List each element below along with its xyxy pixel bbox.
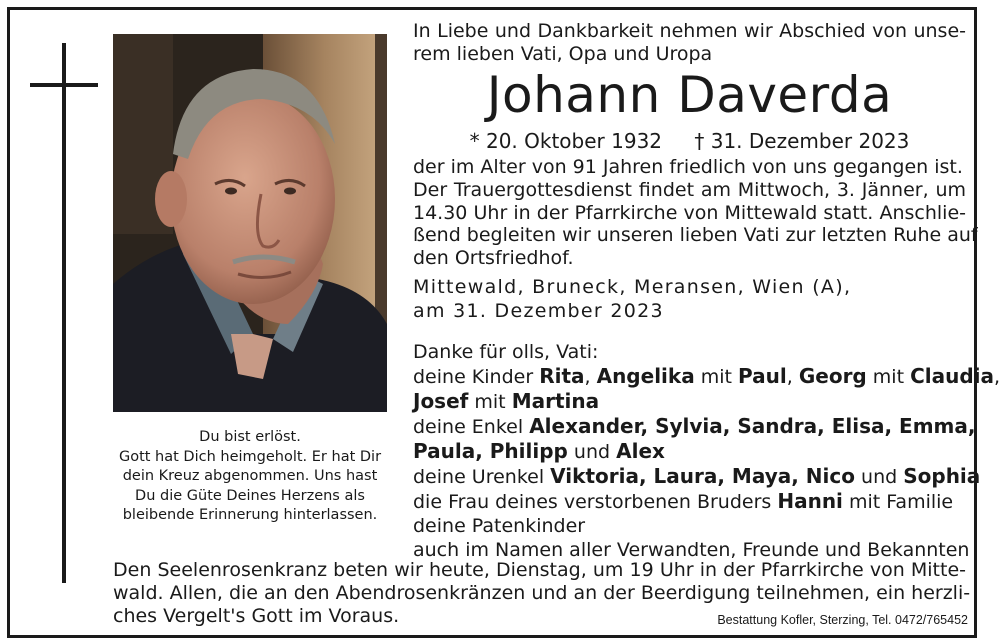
birth-date: * 20. Oktober 1932 (469, 129, 663, 153)
rosary-line: wald. Allen, die an den Abendrosenkränzen und an der Beerdigung teilnehmen, ein herzli- (113, 581, 971, 604)
family-line-enkel-2: Paula, Philipp und Alex (413, 439, 665, 463)
life-dates (413, 129, 966, 153)
family-name: Claudia (910, 364, 995, 388)
intro-line: In Liebe und Dankbarkeit nehmen wir Abschied von unse- (413, 20, 966, 42)
family-line-josef: Josef mit Martina (413, 389, 600, 413)
announcement-line: 14.30 Uhr in der Pfarrkirche von Mittewald statt. Anschlie- (413, 201, 966, 224)
family-name: Alex (616, 439, 665, 463)
poem (106, 428, 394, 526)
places-and-date (413, 275, 966, 323)
family-line-bruder: die Frau deines verstorbenen Bruders Hanni mit Familie (413, 489, 954, 513)
family-name: Angelika (596, 364, 695, 388)
family-name: Alexander, Sylvia, Sandra, Elisa, Emma, (529, 414, 976, 438)
intro-text (413, 20, 966, 65)
family-line-kinder: deine Kinder Rita, Angelika mit Paul, Georg mit Claudia, (413, 364, 1000, 388)
family-name: Paula, Philipp (413, 439, 568, 463)
poem-line: Du die Güte Deines Herzens als (135, 487, 365, 504)
intro-line: rem lieben Vati, Opa und Uropa (413, 42, 713, 65)
announcement-line: der im Alter von 91 Jahren friedlich von uns gegangen ist. (413, 156, 963, 178)
rosary-line: Den Seelenrosenkranz beten wir heute, Dienstag, um 19 Uhr in der Pfarrkirche von Mitte- (113, 559, 966, 581)
family-line-patenkinder: deine Patenkinder (413, 515, 586, 537)
cross-icon-bar (30, 83, 98, 87)
family-line-urenkel: deine Urenkel Viktoria, Laura, Maya, Nico und Sophia (413, 464, 981, 488)
rosary-line: ches Vergelt's Gott im Voraus. (113, 604, 400, 627)
announcement-text (413, 156, 978, 270)
death-date: † 31. Dezember 2023 (694, 129, 910, 153)
announcement-line: Der Trauergottesdienst findet am Mittwoch, 3. Jänner, um (413, 178, 966, 201)
family-name: Hanni (777, 489, 843, 513)
announcement-line: ßend begleiten wir unseren lieben Vati zur letzten Ruhe auf (413, 224, 978, 247)
family-name: Martina (511, 389, 600, 413)
thanks-intro: Danke für olls, Vati: (413, 341, 599, 363)
family-name: Paul (738, 364, 787, 388)
deceased-name: Johann Daverda (486, 66, 893, 124)
funeral-home-credit: Bestattung Kofler, Sterzing, Tel. 0472/765452 (717, 613, 968, 627)
poem-line: bleibende Erinnerung hinterlassen. (122, 507, 378, 523)
poem-line: Du bist erlöst. (199, 429, 301, 445)
family-line-verwandte: auch im Namen aller Verwandten, Freunde und Bekannten (413, 539, 970, 561)
family-name: Viktoria, Laura, Maya, Nico (550, 464, 855, 488)
family-name: Sophia (903, 464, 981, 488)
date-line: am 31. Dezember 2023 (413, 300, 664, 322)
family-name: Josef (413, 389, 469, 413)
family-list (413, 340, 1000, 562)
poem-line: Gott hat Dich heimgeholt. Er hat Dir (118, 448, 382, 465)
family-name: Georg (798, 364, 867, 388)
portrait-photo (113, 34, 387, 412)
cross-icon (62, 43, 66, 583)
family-name: Rita (539, 364, 585, 388)
places-line: Mittewald, Bruneck, Meransen, Wien (A), (413, 276, 852, 298)
family-line-enkel: deine Enkel Alexander, Sylvia, Sandra, Elisa, Emma, (413, 414, 976, 438)
announcement-line: den Ortsfriedhof. (413, 247, 574, 270)
poem-line: dein Kreuz abgenommen. Uns hast (122, 468, 378, 484)
obituary-frame (7, 7, 1000, 638)
